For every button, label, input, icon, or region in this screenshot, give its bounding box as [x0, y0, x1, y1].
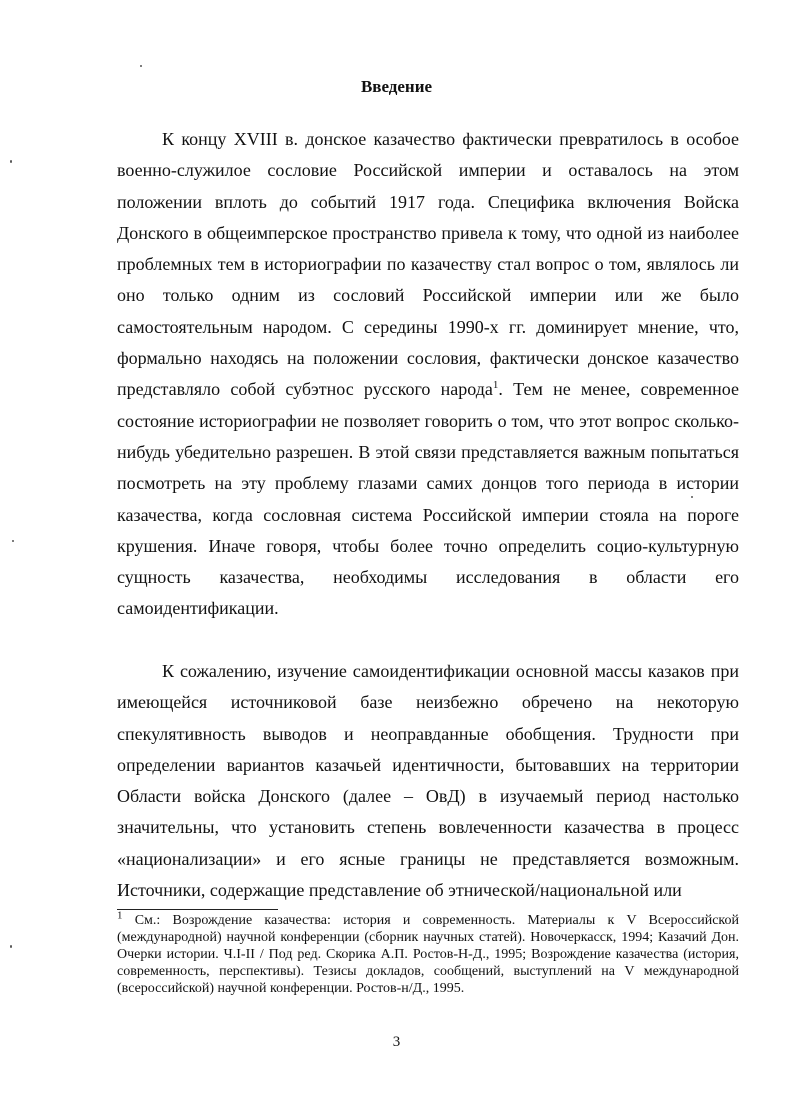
scan-speck [12, 540, 14, 542]
page-title: Введение [360, 77, 433, 96]
footnote-reference: 1 [492, 379, 499, 392]
footnote-text: См.: Возрождение казачества: история и современность. Материалы к V Всероссийской (международной) научной конференции (сборник научных статей). Новочеркасск, 1994; Казачий Дон. Очерки истории. Ч.I-II / Под ред. Скорика А.П. Ростов-Н-Д., 1995; Возрождение казачества (история, современность, перспективы). Тезисы докладов, сообщений, выступлений на V международной (всероссийской) научной конференции. Ростов-н/Д., 1995. [117, 913, 739, 996]
footnote [117, 909, 739, 997]
paragraph-1-text: К концу XVIII в. донское казачество фактически превратилось в особое военно-служилое сословие Российской империи и оставалось на этом положении вплоть до событий 1917 года. Специфика включения Войска Донского в общеимперское пространство привела к тому, что одной из наиболее проблемных тем в историографии по казачеству стал вопрос о том, являлось ли оно только одним из сословий Российской империи или же было самостоятельным народом. С середины 1990-х гг. доминирует мнение, что, формально находясь на положении сословия, фактически донское казачество представляло собой субэтнос русского народа [117, 129, 739, 400]
paragraph-1 [117, 124, 739, 625]
paragraph-2 [117, 656, 739, 906]
footnote-divider [117, 909, 278, 910]
paragraph-2-text: К сожалению, изучение самоидентификации основной массы казаков при имеющейся источниковой базе неизбежно обречено на некоторую спекулятивность выводов и неоправданные обобщения. Трудности при определении вариантов казачьей идентичности, бытовавших на территории Области войска Донского (далее – ОвД) в изучаемый период настолько значительны, что установить степень вовлеченности казачества в процесс «национализации» и его ясные границы не представляется возможным. Источники, содержащие представление об этнической/национальной или [117, 661, 739, 901]
paragraph-1-continuation: . Тем не менее, современное состояние историографии не позволяет говорить о том, что этот вопрос сколько-нибудь убедительно разрешен. В этой связи представляется важным попытаться посмотреть на эту проблему глазами самих донцов того периода в истории казачества, когда сословная система Российской империи стояла на пороге крушения. Иначе говоря, чтобы более точно определить социо-культурную сущность казачества, необходимы исследования в области его самоидентификации. [117, 379, 739, 619]
footnote-marker: 1 [117, 909, 123, 922]
page-number: 3 [392, 1034, 401, 1050]
scan-speck [10, 160, 12, 163]
scan-speck [10, 945, 12, 948]
scan-speck [140, 65, 142, 67]
